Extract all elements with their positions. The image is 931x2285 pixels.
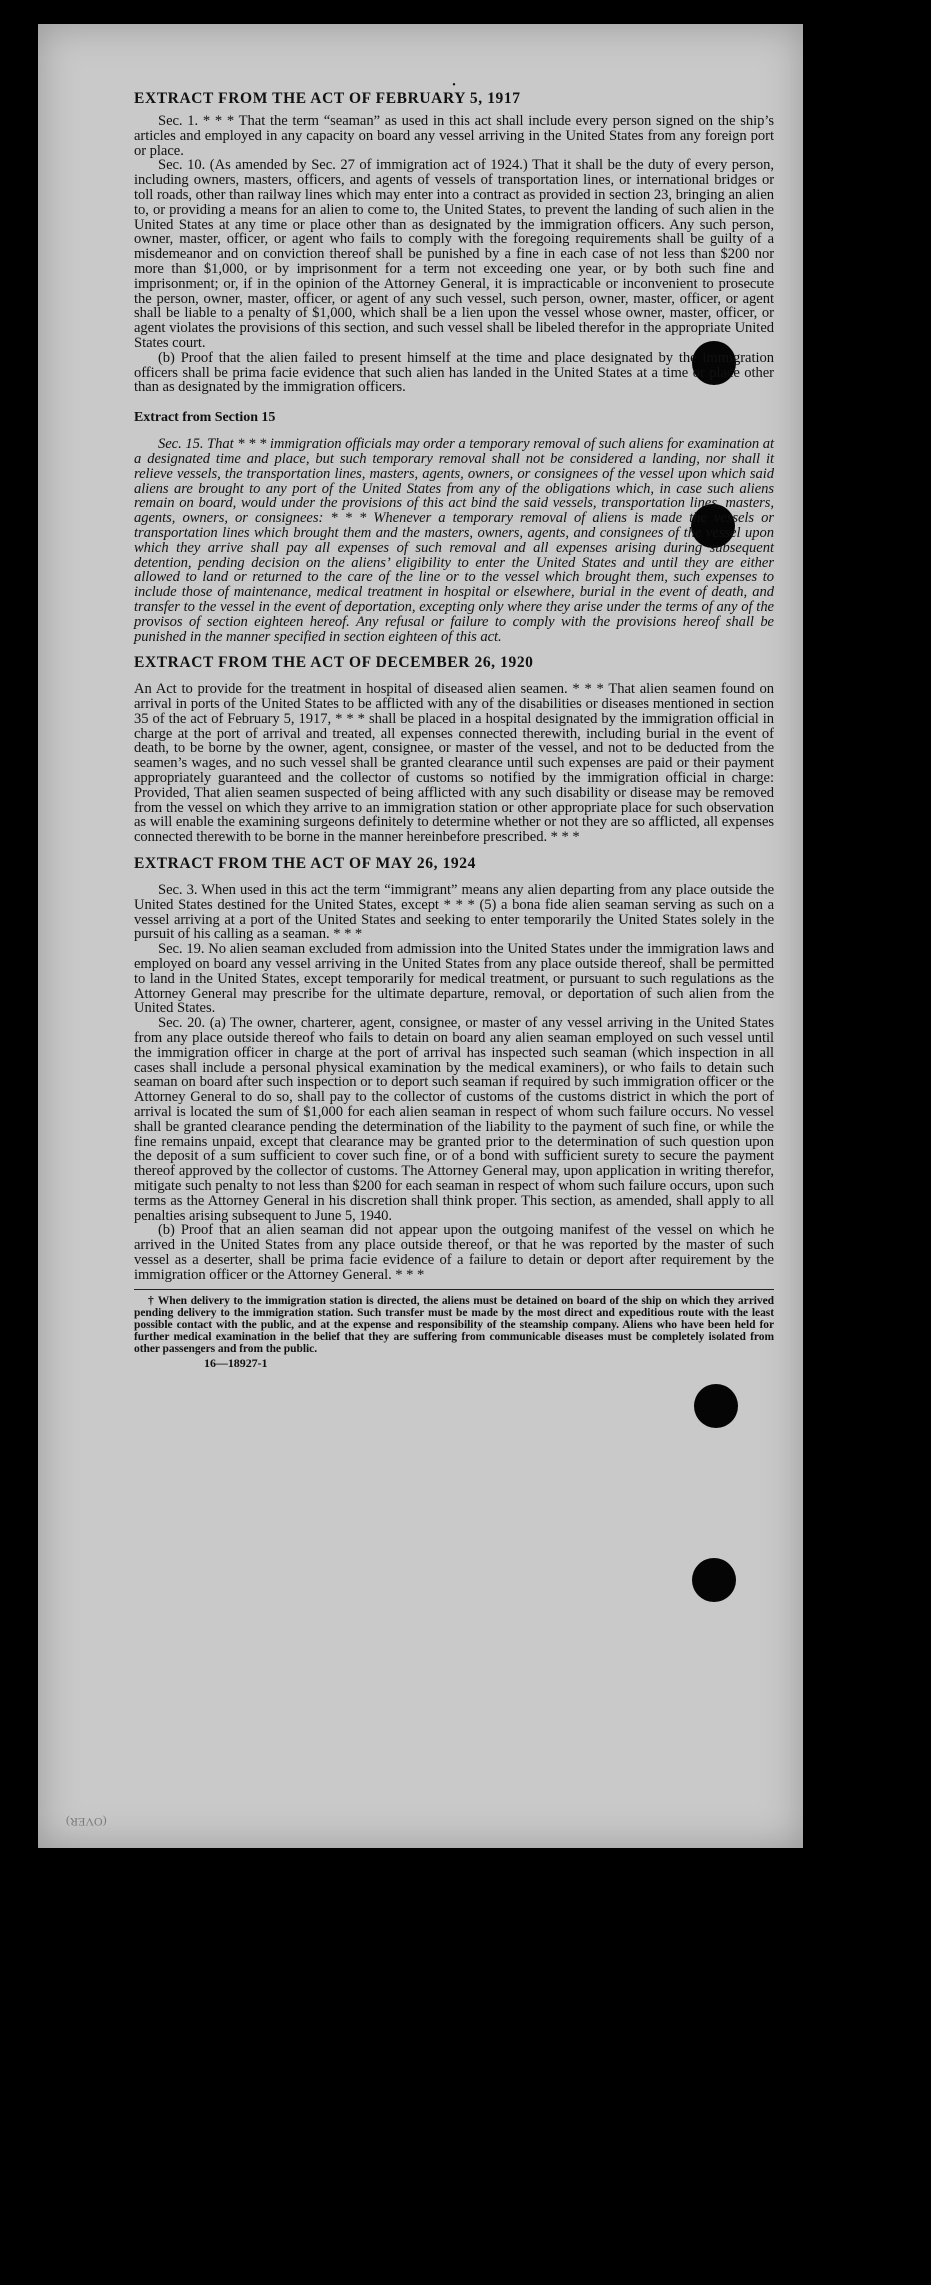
footnote: † When delivery to the immigration station is directed, the aliens must be detained on board of the ship on which they arrived pending delivery to the immigration station. Such transfer must be made by the most direct and expeditious route with the least possible contact with the public, and at the expense and responsibility of the steamship company. Aliens who have been held for further medical examination in the belief that they are suffering from communicable diseases must be completely isolated from other passengers and from the public.	[134, 1294, 774, 1356]
paragraph-sec-10: Sec. 10. (As amended by Sec. 27 of immigration act of 1924.) That it shall be the duty of every person, including owners, masters, officers, and agents of vessels of transportation lines, or international bridges or toll roads, other than railway lines which may enter into a contract as provided in section 23, bringing an alien to, or providing a means for an alien to come to, the United States, to prevent the landing of such alien in the United States at any time or place other than as designated by the immigration officers. Any such person, owner, master, officer, or agent who fails to comply with the foregoing requirements shall be guilty of a misdemeanor and on conviction thereof shall be punished by a fine in each case of not less than $200 nor more than $1,000, or by imprisonment for a term not exceeding one year, or by both such fine and imprisonment; or, if in the opinion of the Attorney General, it is impracticable or inconvenient to prosecute the person, owner, master, officer, or agent of any such vessel, such person, owner, master, officer, or agent shall be liable to a penalty of $1,000, which shall be a lien upon the vessel whose owner, master, officer, or agent violates the provisions of this section, and such vessel shall be libeled therefor in the appropriate United States court.	[134, 157, 774, 351]
form-number: 16—18927-1	[204, 1355, 268, 1370]
document-body	[134, 82, 774, 1370]
paragraph-sec-10-b: (b) Proof that the alien failed to present himself at the time and place designated by the immigration officers shall be prima facie evidence that such alien has landed in the United States at a time or place other than as designated by the immigration officers.	[134, 349, 774, 396]
document-page	[38, 24, 803, 1848]
bleed-through-over-label: (OVER)	[66, 1815, 107, 1829]
heading-act-dec-1920: EXTRACT FROM THE ACT OF DECEMBER 26, 1920	[134, 654, 534, 672]
paragraph-sec-15: Sec. 15. That * * * immigration officials may order a temporary removal of such aliens for examination at a designated time and place, but such temporary removal shall not be considered a landing, nor shall it relieve vessels, the transportation lines, masters, agents, owners, or consignees of the vessel upon which said aliens are brought to any port of the United States from any of the obligations which, in case such aliens remain on board, would under the provisions of this act bind the said vessels, transportation lines, masters, agents, owners, or consignees: * * * Whenever a temporary removal of aliens is made the vessels or transportation lines which brought them and the masters, owners, agents, and consignees of the vessel upon which they arrive shall pay all expenses of such removal and all expenses arising during subsequent detention, pending decision on the aliens’ eligibility to enter the United States and until they are either allowed to land or returned to the care of the line or to the vessel which brought them, such expenses to include those of maintenance, medical treatment in hospital or elsewhere, burial in the event of death, and transfer to the vessel in the event of deportation, excepting only where they arise under the terms of any of the provisos of section eighteen hereof. Any refusal or failure to comply with the provisions hereof shall be punished in the manner specified in section eighteen of this act.	[134, 436, 774, 645]
paragraph-sec-20-a: Sec. 20. (a) The owner, charterer, agent, consignee, or master of any vessel arriving in the United States from any place outside thereof who fails to detain on board any alien seaman employed on such vessel until the immigration officer in charge at the port of arrival has inspected such seaman (which inspection in all cases shall include a personal physical examination by the medical examiners), or who fails to detain such seaman on board after such inspection or to deport such seaman if required by such immigration officer or the Attorney General to do so, shall pay to the collector of customs of the customs district in which the port of arrival is located the sum of $1,000 for each alien seaman in respect of whom such failure occurs. No vessel shall be granted clearance pending the determination of the liability to the payment of such fine, or while the fine remains unpaid, except that clearance may be granted prior to the determination of such question upon the deposit of a sum sufficient to cover such fine, or of a bond with sufficient surety to secure the payment thereof approved by the collector of customs. The Attorney General may, upon application in writing therefor, mitigate such penalty to not less than $200 for each seaman in respect of whom such failure occurs, upon such terms as the Attorney General in his discretion shall think proper. This section, as amended, shall apply to all penalties arising subsequent to June 5, 1940.	[134, 1015, 774, 1224]
paragraph-sec-3: Sec. 3. When used in this act the term “immigrant” means any alien departing from any place outside the United States destined for the United States, except * * * (5) a bona fide alien seaman serving as such on a vessel arriving at a port of the United States and seeking to enter temporarily the United States solely in the pursuit of his calling as a seaman. * * *	[134, 882, 774, 943]
paragraph-sec-20-b: (b) Proof that an alien seaman did not appear upon the outgoing manifest of the vessel on which he arrived in the United States from any place outside thereof, or that he was reported by the master of such vessel as a deserter, shall be prima facie evidence of a failure to detain or deport after requirement by the immigration officer or the Attorney General. * * *	[134, 1222, 774, 1283]
ornament-dot: •	[452, 80, 456, 91]
paragraph-sec-1: Sec. 1. * * * That the term “seaman” as used in this act shall include every person signed on the ship’s articles and employed in any capacity on board any vessel arriving in the United States from any foreign port or place.	[134, 113, 774, 159]
heading-extract-section-15: Extract from Section 15	[134, 410, 276, 426]
punch-hole-4	[692, 1558, 736, 1602]
paragraph-sec-19: Sec. 19. No alien seaman excluded from admission into the United States under the immigration laws and employed on board any vessel arriving in the United States from any place outside thereof, shall be permitted to land in the United States, except temporarily for medical treatment, or pursuant to such regulations as the Attorney General may prescribe for the ultimate departure, removal, or deportation of such alien from the United States.	[134, 941, 774, 1017]
punch-hole-3	[694, 1384, 738, 1428]
heading-act-may-1924: EXTRACT FROM THE ACT OF MAY 26, 1924	[134, 855, 476, 873]
heading-act-feb-1917: EXTRACT FROM THE ACT OF FEBRUARY 5, 1917	[134, 90, 521, 107]
paragraph-act-1920: An Act to provide for the treatment in hospital of diseased alien seamen. * * * That alien seamen found on arrival in ports of the United States to be afflicted with any of the disabilities or diseases mentioned in section 35 of the act of February 5, 1917, * * * shall be placed in a hospital designated by the immigration official in charge at the port of arrival and treated, all expenses connected therewith, including burial in the event of death, to be borne by the owner, agent, consignee, or master of the vessel, and not to be deducted from the seamen’s wages, and no such vessel shall be granted clearance until such expenses are paid or their payment appropriately guaranteed and the collector of customs so notified by the immigration official in charge: Provided, That alien seamen suspected of being afflicted with any such disability or disease may be removed from the vessel on which they arrive to an immigration station or other appropriate place for such observation as will enable the examining surgeons definitely to determine whether or not they are so afflicted, all expenses connected therewith to be borne in the manner hereinbefore prescribed. * * *	[134, 681, 774, 846]
footnote-divider	[134, 1289, 774, 1290]
